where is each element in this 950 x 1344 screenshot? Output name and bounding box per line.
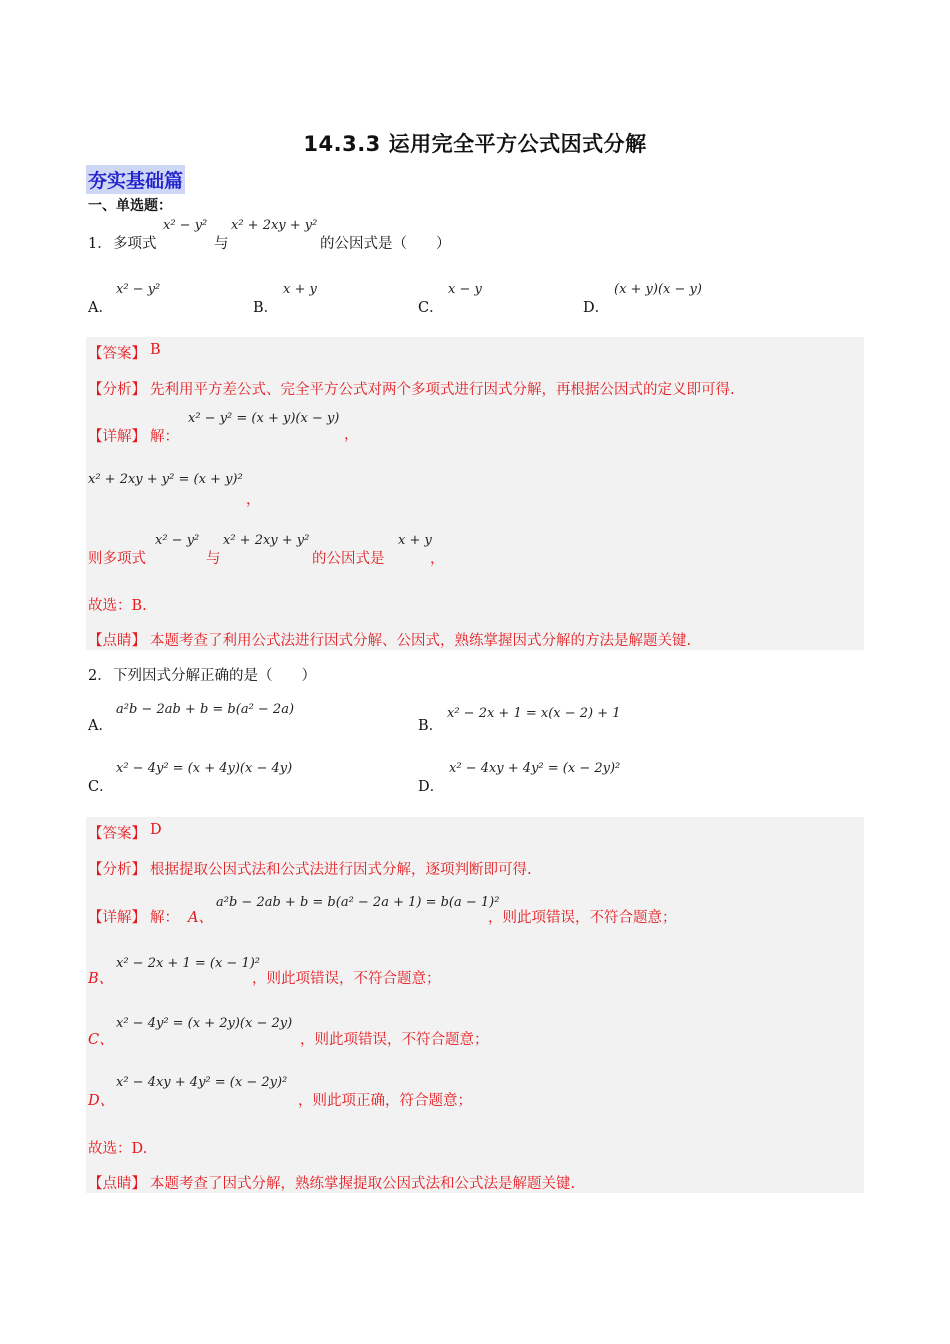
q2-option-b-expr: x² − 2x + 1 = x(x − 2) + 1	[447, 706, 621, 721]
q1-comment-label: 【点睛】	[88, 633, 146, 649]
q1-step1: x² − y² = (x + y)(x − y)	[188, 411, 340, 426]
q1-conclusion-prefix: 则多项式	[88, 551, 146, 567]
q1-analysis: 先利用平方差公式、完全平方公式对两个多项式进行因式分解，再根据公因式的定义即可得.	[150, 382, 735, 398]
q1-conclusion-expr3: x + y	[398, 533, 432, 548]
q1-option-a-label: A．	[88, 300, 113, 316]
section-heading: 夯实基础篇	[86, 165, 185, 194]
q1-choice: 故选：B.	[88, 598, 147, 614]
q2-step-a-expr: a²b − 2ab + b = b(a² − 2a + 1) = b(a − 1)²	[216, 895, 500, 910]
q1-step2-punct: ，	[246, 492, 261, 508]
q1-suffix: 的公因式是（ ）	[320, 236, 451, 252]
q2-choice: 故选：D.	[88, 1141, 148, 1157]
q2-analysis-label: 【分析】	[88, 862, 146, 878]
q2-option-d-label: D．	[418, 779, 445, 795]
q1-option-b-expr: x + y	[283, 282, 317, 297]
q2-step-c-expr: x² − 4y² = (x + 2y)(x − 2y)	[116, 1016, 293, 1031]
q2-stem: 下列因式分解正确的是（ ）	[113, 668, 316, 684]
q2-option-c-expr: x² − 4y² = (x + 4y)(x − 4y)	[116, 761, 293, 776]
q2-step-c-tag: C、	[88, 1032, 114, 1048]
q2-comment: 本题考查了因式分解，熟练掌握提取公因式法和公式法是解题关键.	[150, 1176, 576, 1192]
q2-step-b-expr: x² − 2x + 1 = (x − 1)²	[116, 956, 261, 971]
q2-step-d-expr: x² − 4xy + 4y² = (x − 2y)²	[116, 1075, 288, 1090]
q2-step-a-remark: ，则此项错误，不符合题意；	[488, 910, 677, 926]
q2-number: 2．	[88, 668, 112, 684]
q1-comment: 本题考查了利用公式法进行因式分解、公因式，熟练掌握因式分解的方法是解题关键.	[150, 633, 692, 649]
q2-step-a-tag: A、	[188, 910, 213, 926]
q1-number: 1．	[88, 236, 112, 252]
q2-option-d-expr: x² − 4xy + 4y² = (x − 2y)²	[449, 761, 621, 776]
q1-detail-lead: 解：	[150, 429, 179, 445]
q1-expr1: x² − y²	[163, 218, 208, 233]
q2-answer-label: 【答案】	[88, 826, 146, 842]
q1-conclusion-end: ，	[430, 551, 445, 567]
q1-answer: B	[150, 342, 161, 358]
q1-prefix: 多项式	[113, 236, 157, 252]
q1-step2: x² + 2xy + y² = (x + y)²	[88, 472, 243, 487]
q2-option-b-label: B．	[418, 718, 444, 734]
q1-option-d-expr: (x + y)(x − y)	[614, 282, 702, 297]
q2-step-d-remark: ，则此项正确，符合题意；	[298, 1093, 472, 1109]
q2-step-b-remark: ，则此项错误，不符合题意；	[252, 971, 441, 987]
q1-analysis-label: 【分析】	[88, 382, 146, 398]
subsection-heading: 一、单选题：	[88, 198, 172, 214]
page-title: 14.3.3 运用完全平方公式因式分解	[303, 132, 647, 156]
q2-option-c-label: C．	[88, 779, 114, 795]
q1-step1-punct: ，	[344, 427, 359, 443]
q1-option-a-expr: x² − y²	[116, 282, 161, 297]
q1-expr2: x² + 2xy + y²	[231, 218, 318, 233]
q2-detail-label: 【详解】	[88, 910, 146, 926]
q2-step-d-tag: D、	[88, 1093, 115, 1109]
q1-conclusion-mid: 的公因式是	[312, 551, 385, 567]
q2-comment-label: 【点睛】	[88, 1176, 146, 1192]
q1-conclusion-joiner: 与	[206, 551, 221, 567]
q2-answer: D	[150, 822, 162, 838]
q1-option-d-label: D．	[583, 300, 610, 316]
q2-step-b-tag: B、	[88, 971, 114, 987]
q1-conclusion-expr2: x² + 2xy + y²	[223, 533, 310, 548]
q1-conclusion-expr1: x² − y²	[155, 533, 200, 548]
q2-step-c-remark: ，则此项错误，不符合题意；	[300, 1032, 489, 1048]
q2-option-a-expr: a²b − 2ab + b = b(a² − 2a)	[116, 702, 295, 717]
q2-option-a-label: A．	[88, 718, 113, 734]
q2-detail-lead: 解：	[150, 910, 179, 926]
q1-option-b-label: B．	[253, 300, 279, 316]
q1-option-c-label: C．	[418, 300, 444, 316]
q1-detail-label: 【详解】	[88, 429, 146, 445]
q1-joiner: 与	[214, 236, 229, 252]
q1-answer-label: 【答案】	[88, 346, 146, 362]
q1-option-c-expr: x − y	[448, 282, 482, 297]
q2-analysis: 根据提取公因式法和公式法进行因式分解，逐项判断即可得.	[150, 862, 532, 878]
